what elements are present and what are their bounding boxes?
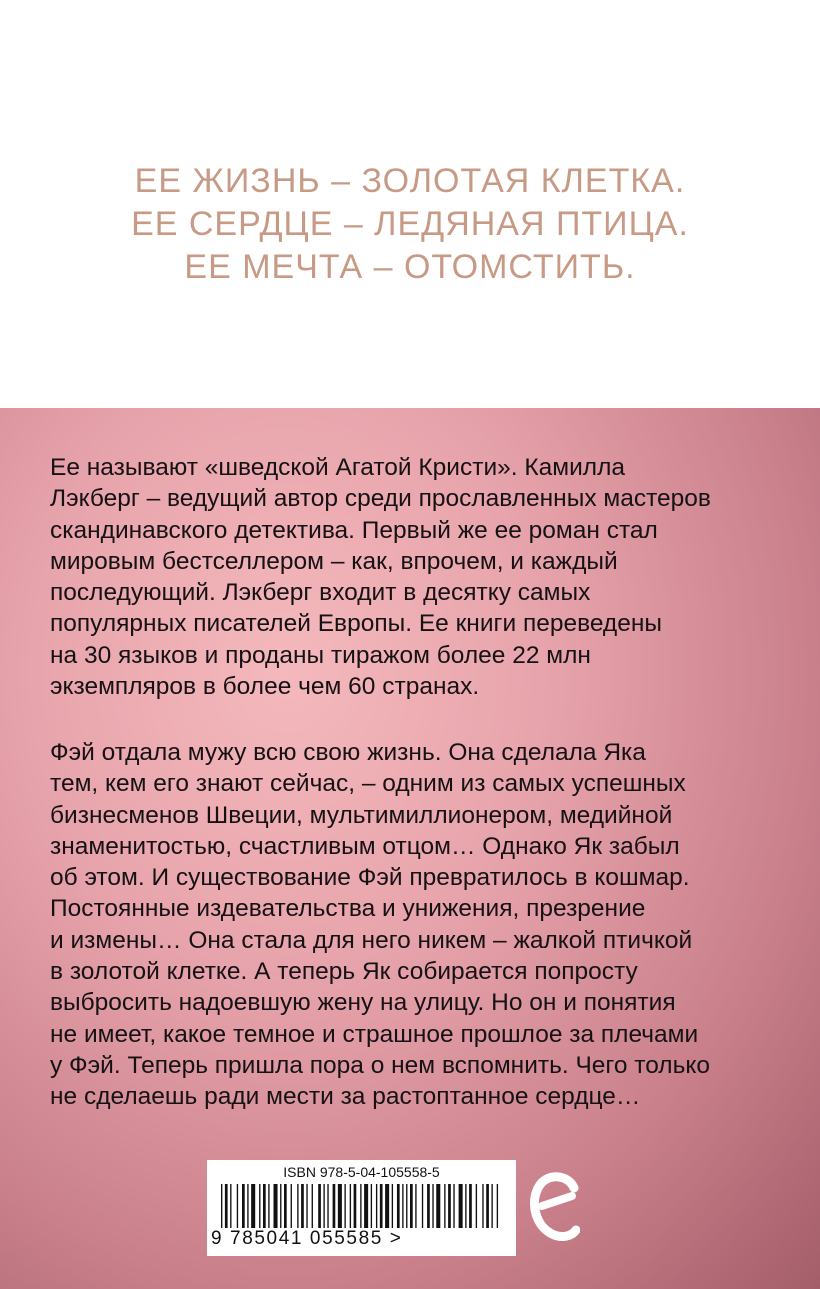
barcode-bar (497, 1184, 498, 1228)
text-line: Лэкберг – ведущий автор среди прославленных мастеров (50, 485, 711, 513)
barcode-bar (364, 1184, 368, 1228)
barcode-bar (371, 1184, 372, 1228)
text-line: выбросить надоевшую жену на улицу. Но он и понятия (50, 989, 676, 1017)
barcode-bar (459, 1184, 463, 1228)
text-line: Фэй отдала мужу всю свою жизнь. Она сделала Яка (50, 739, 646, 766)
barcode-bar (291, 1184, 292, 1228)
barcode-bar (333, 1184, 336, 1228)
text-line: скандинавского детектива. Первый же ее роман стал (50, 516, 658, 544)
barcode-bar (247, 1184, 248, 1228)
barcode-bar (360, 1184, 361, 1228)
text-line: популярных писателей Европы. Ее книги переведены (50, 610, 662, 638)
barcode-bar (338, 1184, 342, 1228)
author-paragraph (50, 452, 776, 702)
barcode-bar (251, 1184, 255, 1228)
barcode-bar (306, 1184, 307, 1228)
barcode-bar (476, 1184, 477, 1228)
barcode-bar (385, 1184, 389, 1228)
barcode-bar (448, 1184, 451, 1228)
barcode-bar (327, 1184, 328, 1228)
barcode-bars (221, 1184, 502, 1228)
barcode-bar (469, 1184, 472, 1228)
barcode-bar (323, 1184, 324, 1228)
text-line: об этом. И существование Фэй превратилось в кошмар. (50, 864, 690, 892)
barcode-bar (380, 1184, 383, 1228)
barcode-bar (259, 1184, 260, 1228)
tagline-line: ЕЕ ЖИЗНЬ – ЗОЛОТАЯ КЛЕТКА. (134, 162, 686, 200)
text-line: не имеет, какое темное и страшное прошлое за плечами (50, 1020, 699, 1048)
barcode-bar (465, 1184, 466, 1228)
barcode-bar (344, 1184, 345, 1228)
text-line: у Фэй. Теперь пришла пора о нем вспомнить. Чего только (50, 1051, 710, 1079)
barcode-digits: 9 785041 055585 > (211, 1228, 403, 1249)
text-line: на 30 языков и проданы тиражом более 22 млн (50, 641, 591, 669)
text-line: Постоянные издевательства и унижения, презрение (50, 895, 646, 923)
barcode-bar (410, 1184, 413, 1228)
text-line: не сделаешь ради мести за растоптанное сердце… (50, 1083, 641, 1111)
barcode-bar (242, 1184, 245, 1228)
barcode-bar (280, 1184, 281, 1228)
tagline (0, 160, 820, 289)
text-line: и измены… Она стала для него никем – жалкой птичкой (50, 926, 693, 954)
text-line: экземпляров в более чем 60 странах. (50, 673, 480, 701)
text-line: бизнесменов Швеции, мультимиллионером, медийной (50, 801, 673, 829)
eksmo-logo-icon (530, 1166, 580, 1242)
barcode-bar (392, 1184, 393, 1228)
barcode-bar (482, 1184, 483, 1228)
text-line: в золотой клетке. А теперь Як собирается попросту (50, 958, 638, 986)
barcode-bar (453, 1184, 454, 1228)
barcode-bar (354, 1184, 357, 1228)
tagline-line: ЕЕ МЕЧТА – ОТОМСТИТЬ. (184, 248, 636, 286)
barcode-bar (432, 1184, 433, 1228)
barcode-bar (263, 1184, 266, 1228)
text-line: Ее называют «шведской Агатой Кристи». Камилла (50, 454, 626, 481)
barcode-bar (491, 1184, 492, 1228)
barcode-bar (397, 1184, 400, 1228)
barcode-bar (274, 1184, 278, 1228)
tagline-line: ЕЕ СЕРДЦЕ – ЛЕДЯНАЯ ПТИЦА. (131, 205, 689, 243)
barcode-panel (207, 1160, 516, 1256)
barcode-bar (230, 1184, 231, 1228)
barcode-bar (301, 1184, 304, 1228)
barcode-bar (318, 1184, 321, 1228)
barcode-bar (297, 1184, 298, 1228)
barcode-bar (427, 1184, 430, 1228)
barcode-bar (436, 1184, 440, 1228)
barcode-bar (444, 1184, 445, 1228)
barcode-bar (350, 1184, 351, 1228)
barcode-bar (221, 1184, 222, 1228)
barcode-bar (268, 1184, 269, 1228)
text-line: последующий. Лэкберг входит в десятку самых (50, 579, 591, 607)
barcode-bar (486, 1184, 489, 1228)
text-line: знаменитостью, счастливым отцом… Однако Як забыл (50, 832, 680, 860)
barcode-bar (406, 1184, 407, 1228)
plot-paragraph (50, 737, 776, 1113)
barcode-bar (312, 1184, 313, 1228)
text-line: мировым бестселлером – как, впрочем, и каждый (50, 547, 618, 575)
barcode-bar (237, 1184, 238, 1228)
isbn-label: ISBN 978-5-04-105558-5 (283, 1164, 440, 1180)
barcode-bar (415, 1184, 416, 1228)
barcode-bar (402, 1184, 403, 1228)
barcode-bar (422, 1184, 423, 1228)
barcode-bar (225, 1184, 228, 1228)
text-line: тем, кем его знают сейчас, – одним из самых успешных (50, 770, 686, 798)
barcode-bar (284, 1184, 287, 1228)
barcode-bar (376, 1184, 377, 1228)
